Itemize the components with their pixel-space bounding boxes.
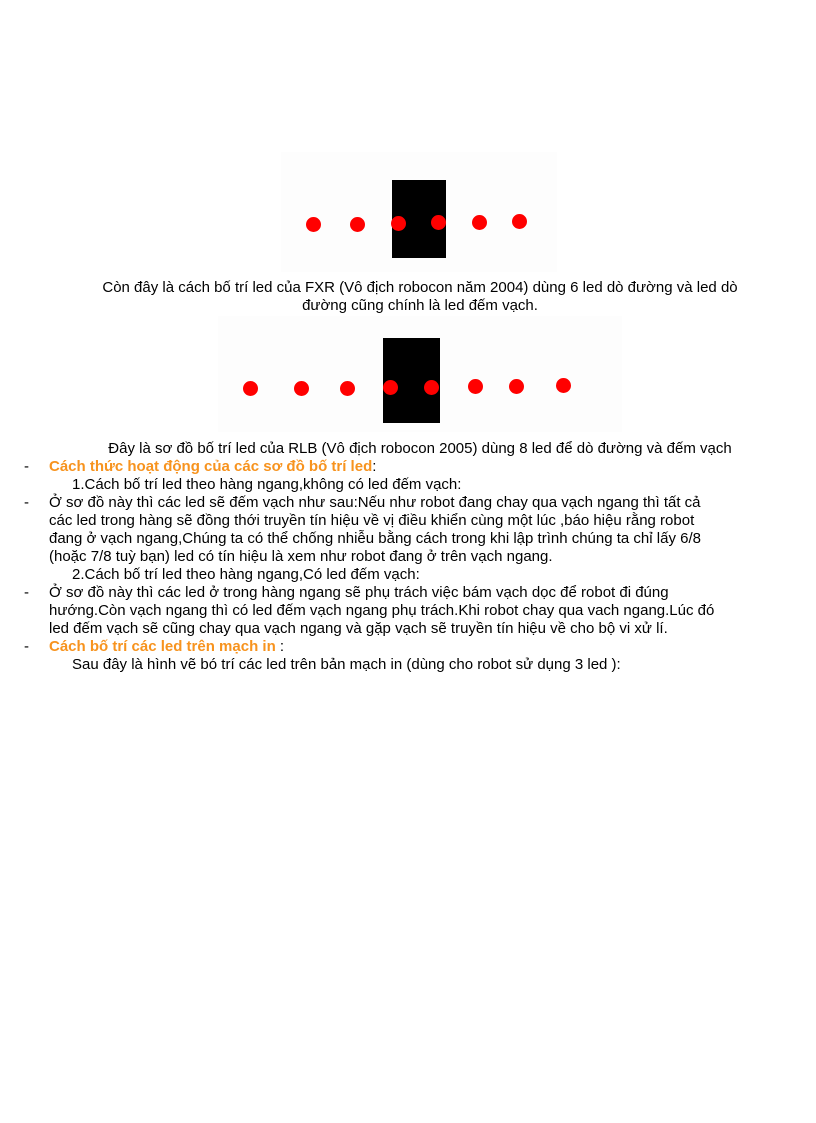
caption1-line1: Còn đây là cách bố trí led của FXR (Vô địch robocon năm 2004) dùng 6 led dò đường và led dò — [102, 279, 738, 296]
item-2-title: 2.Cách bố trí led theo hàng ngang,Có led đếm vạch: — [72, 566, 420, 583]
section-heading-suffix: : — [275, 638, 285, 655]
item-1-title: 1.Cách bố trí led theo hàng ngang,không có led đếm vạch: — [72, 476, 462, 493]
section-heading-pcb — [49, 638, 284, 656]
section-heading-text: Cách bố trí các led trên mạch in — [49, 638, 276, 655]
led-dot — [294, 381, 309, 396]
bullet-dash: - — [24, 638, 29, 655]
bullet-dash: - — [24, 584, 29, 601]
rlb-led-diagram — [218, 316, 622, 432]
led-dot — [391, 216, 406, 231]
caption1-line2: đường cũng chính là led đếm vạch. — [302, 297, 538, 314]
led-dot — [556, 378, 571, 393]
led-dot — [424, 380, 439, 395]
bullet-dash: - — [24, 494, 29, 511]
led-dot — [383, 380, 398, 395]
led-dot — [472, 215, 487, 230]
led-dot — [350, 217, 365, 232]
paragraph-line: Sau đây là hình vẽ bó trí các led trên bản mạch in (dùng cho robot sử dụng 3 led ): — [72, 656, 621, 673]
paragraph-line: Ở sơ đồ này thì các led ở trong hàng ngang sẽ phụ trách việc bám vạch dọc để robot đi đúng — [49, 584, 669, 601]
led-dot — [512, 214, 527, 229]
paragraph-line: (hoặc 7/8 tuỳ bạn) led có tín hiệu là xem như robot đang ở trên vạch ngang. — [49, 548, 553, 565]
led-dot — [243, 381, 258, 396]
led-dot — [431, 215, 446, 230]
led-dot — [509, 379, 524, 394]
section-heading-suffix: : — [372, 458, 377, 475]
led-dot — [468, 379, 483, 394]
paragraph-line: hướng.Còn vạch ngang thì có led đếm vạch ngang phụ trách.Khi robot chay qua vach ngang.Lúc đó — [49, 602, 715, 619]
figure1-caption — [70, 279, 770, 315]
fxr-led-diagram — [281, 152, 557, 272]
paragraph-line: các led trong hàng sẽ đồng thới truyền tín hiệu về vị điều khiển cùng một lúc ,báo hiệu rằng robot — [49, 512, 695, 529]
led-dot — [306, 217, 321, 232]
paragraph-line: led đếm vạch sẽ cũng chay qua vạch ngang và gặp vạch sẽ truyền tín hiệu về cho bộ vi xử lí. — [49, 620, 668, 637]
section-heading-operation — [49, 458, 376, 476]
paragraph-line: đang ở vạch ngang,Chúng ta có thể chống nhiễu bằng cách trong khi lập trình chúng ta chỉ lấy 6/8 — [49, 530, 701, 547]
section-heading-text: Cách thức hoạt động của các sơ đồ bố trí led — [49, 458, 373, 475]
bullet-dash: - — [24, 458, 29, 475]
figure2-caption: Đây là sơ đồ bố trí led của RLB (Vô địch robocon 2005) dùng 8 led để dò đường và đếm vạch — [108, 440, 732, 457]
paragraph-line: Ở sơ đồ này thì các led sẽ đếm vạch như sau:Nếu như robot đang chay qua vạch ngang thì tất cả — [49, 494, 701, 511]
led-dot — [340, 381, 355, 396]
